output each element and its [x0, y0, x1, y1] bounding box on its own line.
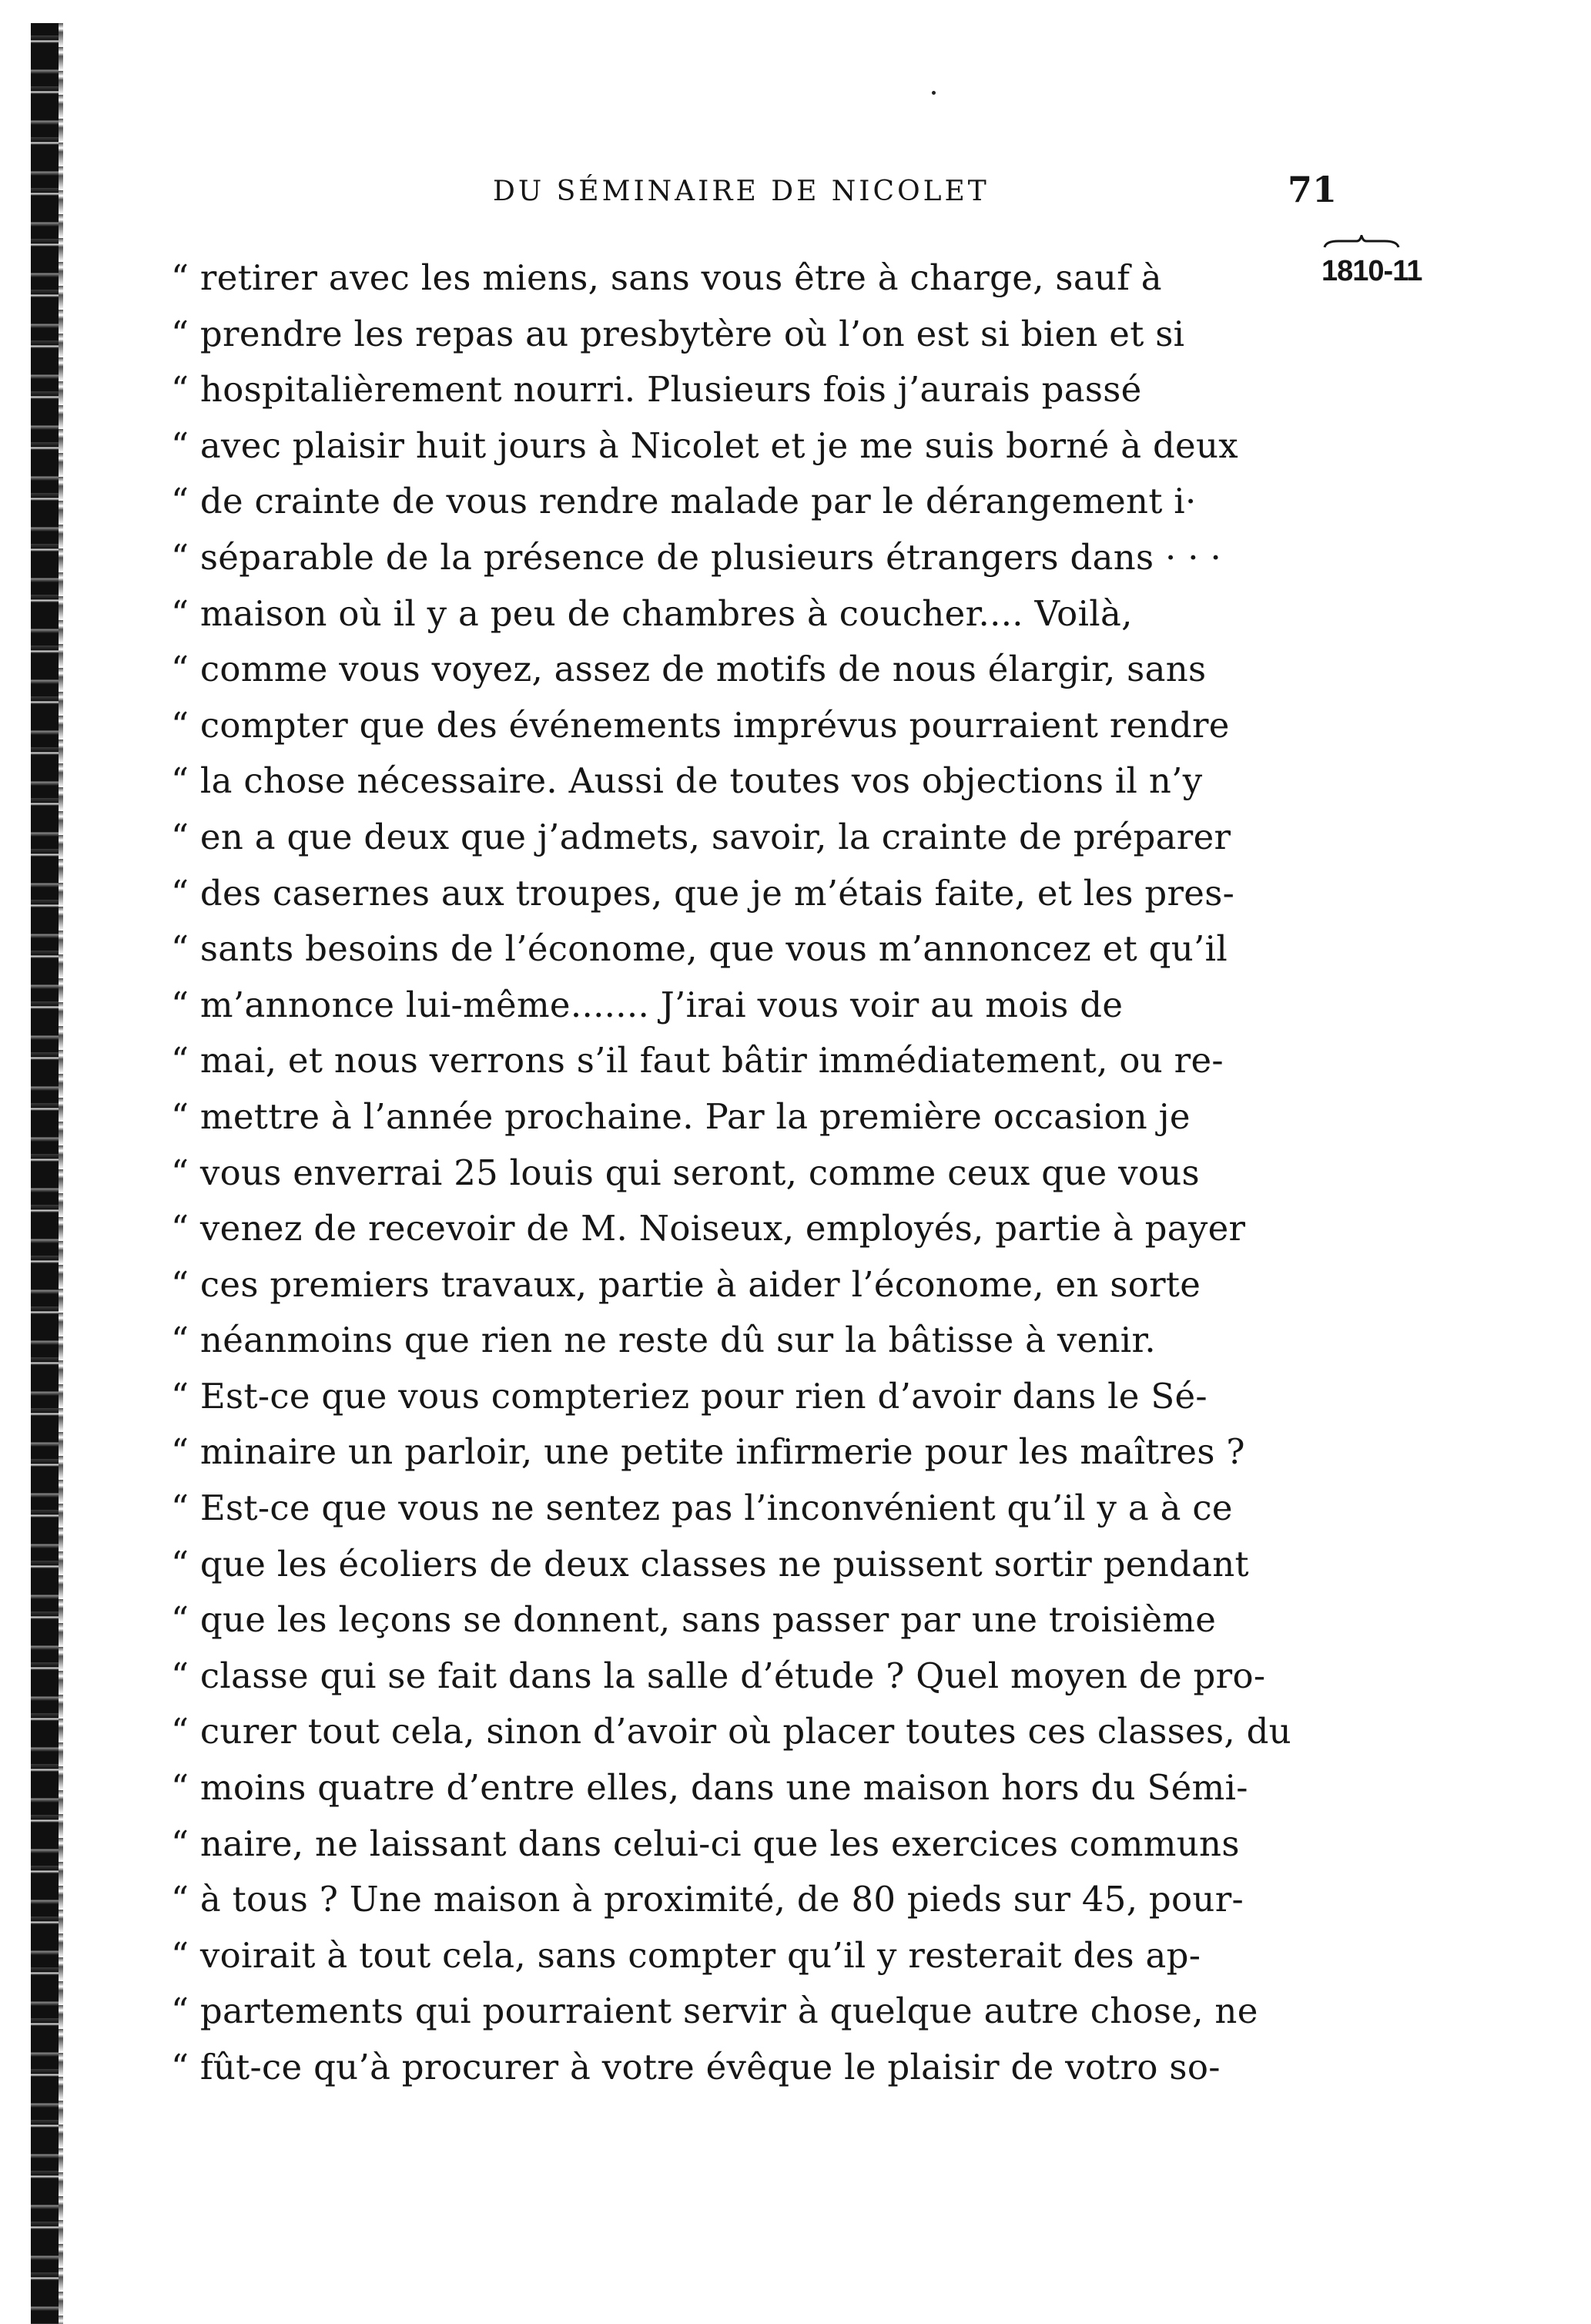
- text-line: “ venez de recevoir de M. Noiseux, employés, partie à payer: [171, 1208, 1246, 1249]
- text-line: “ maison où il y a peu de chambres à coucher.... Voilà,: [171, 592, 1133, 634]
- text-line: “ en a que deux que j’admets, savoir, la crainte de préparer: [171, 816, 1231, 857]
- text-line: “ compter que des événements imprévus pourraient rendre: [171, 704, 1230, 746]
- print-speck: [932, 91, 936, 95]
- text-line: “ que les leçons se donnent, sans passer par une troisième: [171, 1599, 1217, 1641]
- text-line: “ sants besoins de l’économe, que vous m’annoncez et qu’il: [171, 928, 1228, 970]
- text-line: “ de crainte de vous rendre malade par le dérangement i·: [171, 481, 1197, 522]
- year-brace: [1323, 235, 1400, 249]
- running-head-title: DU SÉMINAIRE DE NICOLET: [493, 176, 990, 207]
- text-line: “ que les écoliers de deux classes ne puissent sortir pendant: [171, 1543, 1249, 1585]
- text-line: “ séparable de la présence de plusieurs étrangers dans · · ·: [171, 536, 1222, 578]
- text-line: “ des casernes aux troupes, que je m’étais faite, et les pres-: [171, 872, 1235, 914]
- text-line: “ mai, et nous verrons s’il faut bâtir immédiatement, ou re-: [171, 1040, 1224, 1082]
- text-line: “ vous enverrai 25 louis qui seront, comme ceux que vous: [171, 1152, 1200, 1193]
- text-line: “ prendre les repas au presbytère où l’on est si bien et si: [171, 313, 1185, 354]
- text-line: “ mettre à l’année prochaine. Par la première occasion je: [171, 1095, 1191, 1137]
- text-line: “ néanmoins que rien ne reste dû sur la bâtisse à venir.: [171, 1320, 1156, 1361]
- scanned-binding-edge: [31, 23, 59, 2324]
- text-line: “ partements qui pourraient servir à quelque autre chose, ne: [171, 1990, 1258, 2032]
- text-line: “ m’annonce lui-même....... J’irai vous voir au mois de: [171, 984, 1124, 1025]
- text-line: “ la chose nécessaire. Aussi de toutes vos objections il n’y: [171, 760, 1203, 802]
- text-line: “ ces premiers travaux, partie à aider l’économe, en sorte: [171, 1263, 1201, 1305]
- text-line: “ Est-ce que vous compteriez pour rien d’avoir dans le Sé-: [171, 1375, 1207, 1417]
- text-line: “ classe qui se fait dans la salle d’étude ? Quel moyen de pro-: [171, 1655, 1266, 1696]
- text-line: “ retirer avec les miens, sans vous être à charge, sauf à: [171, 257, 1162, 298]
- body-text: [171, 250, 1318, 2096]
- text-line: “ fût-ce qu’à procurer à votre évêque le plaisir de votro so-: [171, 2047, 1221, 2088]
- text-line: “ Est-ce que vous ne sentez pas l’inconvénient qu’il y a à ce: [171, 1487, 1233, 1529]
- page-number: 71: [1288, 169, 1338, 210]
- text-line: “ voirait à tout cela, sans compter qu’il y resterait des ap-: [171, 1934, 1201, 1976]
- text-line: “ comme vous voyez, assez de motifs de nous élargir, sans: [171, 649, 1207, 690]
- text-line: “ moins quatre d’entre elles, dans une maison hors du Sémi-: [171, 1767, 1248, 1809]
- text-line: “ hospitalièrement nourri. Plusieurs fois j’aurais passé: [171, 369, 1142, 411]
- text-line: “ à tous ? Une maison à proximité, de 80 pieds sur 45, pour-: [171, 1879, 1244, 1920]
- text-line: “ curer tout cela, sinon d’avoir où placer toutes ces classes, du: [171, 1711, 1291, 1752]
- text-line: “ avec plaisir huit jours à Nicolet et je me suis borné à deux: [171, 424, 1238, 466]
- text-line: “ naire, ne laissant dans celui-ci que les exercices communs: [171, 1823, 1240, 1864]
- text-line: “ minaire un parloir, une petite infirmerie pour les maîtres ?: [171, 1431, 1245, 1473]
- margin-year-marker: 1810-11: [1321, 255, 1422, 287]
